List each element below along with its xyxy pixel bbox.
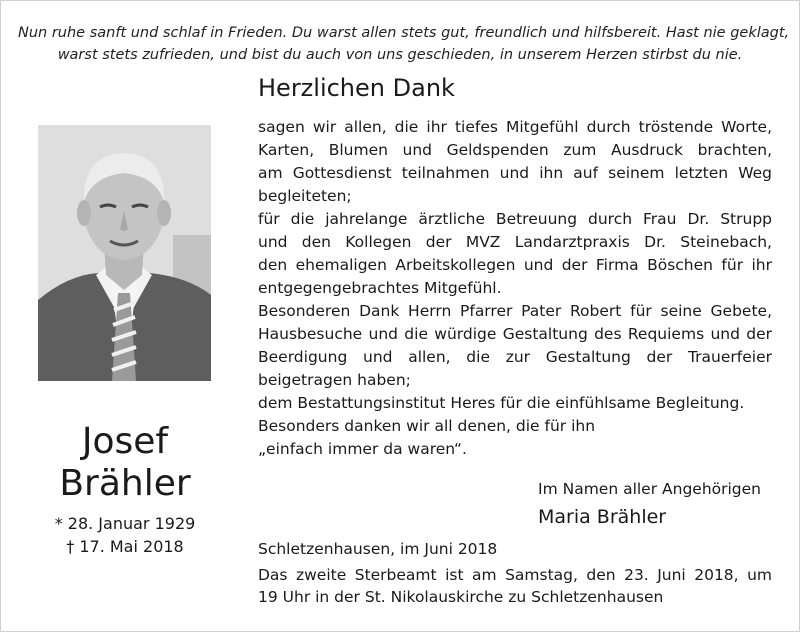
text-line: und den Kollegen der MVZ Landarztpraxis Dr. Steinebach, [258,233,772,251]
thanks-text [258,116,772,461]
text-line: Besonders danken wir all denen, die für ihn [258,417,596,435]
signature-intro: Im Namen aller Angehörigen [538,480,762,498]
service-note [258,564,772,608]
text-line: begleiteten; [258,187,352,205]
paragraph [258,392,772,415]
text-line: Hausbesuche und die würdige Gestaltung des Requiems und der [258,325,772,343]
portrait-image [38,125,211,381]
text-line: beigetragen haben; [258,371,411,389]
text-line: entgegengebrachtes Mitgefühl. [258,279,502,297]
text-line: für die jahrelange ärztliche Betreuung durch Frau Dr. Strupp [258,210,772,228]
portrait-photo [38,125,211,381]
signature-name: Maria Brähler [538,506,667,528]
poem-line: Nun ruhe sanft und schlaf in Frieden. Du warst allen stets gut, freundlich und hilfsbereit. Hast nie geklagt, [18,25,790,41]
text-line: 19 Uhr in der St. Nikolauskirche zu Schletzenhausen [258,588,664,606]
paragraph [258,300,772,392]
place-date: Schletzenhausen, im Juni 2018 [258,540,498,558]
notice-heading: Herzlichen Dank [258,74,455,102]
text-line: Besonderen Dank Herrn Pfarrer Pater Robert für seine Gebete, [258,302,772,320]
paragraph [258,208,772,300]
text-line: sagen wir allen, die ihr tiefes Mitgefühl durch tröstende Worte, [258,118,772,136]
first-name: Josef [81,421,169,462]
text-line: „einfach immer da waren“. [258,440,467,458]
text-line: Beerdigung und allen, die zur Gestaltung der Trauerfeier [258,348,772,366]
poem [18,22,790,66]
death-date: † 17. Mai 2018 [66,537,184,556]
text-line: Karten, Blumen und Geldspenden zum Ausdruck brachten, [258,141,772,159]
paragraph [258,415,772,461]
birth-date: * 28. Januar 1929 [54,514,196,533]
poem-line: warst stets zufrieden, und bist du auch von uns geschieden, in unserem Herzen stirbst du nie. [57,47,743,63]
text-line: am Gottesdienst teilnahmen und ihn auf seinem letzten Weg [258,164,772,182]
text-line: Das zweite Sterbeamt ist am Samstag, den 23. Juni 2018, um [258,566,772,584]
last-name: Brähler [59,463,191,504]
text-line: dem Bestattungsinstitut Heres für die einfühlsame Begleitung. [258,394,745,412]
paragraph [258,116,772,208]
text-line: den ehemaligen Arbeitskollegen und der Firma Böschen für ihr [258,256,772,274]
